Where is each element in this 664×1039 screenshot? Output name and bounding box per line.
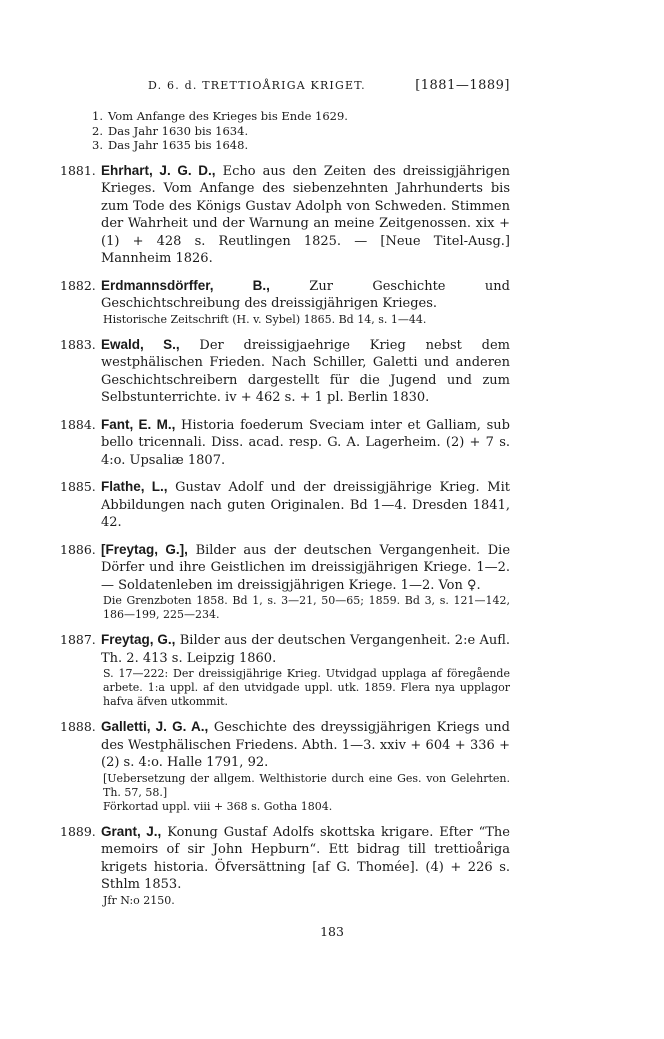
entry-author: Ewald, S., [101,336,180,352]
parts-list [92,109,510,153]
entry-title: Der dreissigjaehrige Krieg nebst dem westphälischen Frieden. Nach Schiller, Galetti und anderen Geschichtschreibern dargestellt für die Jugend und zum Selbstunterrichte. iv + 462 s. + 1 pl. Berlin 1830. [101,337,510,405]
entry-body [101,631,510,709]
entry-citation [101,277,510,313]
entry-author: Freytag, G., [101,632,176,647]
entry-body [101,336,510,407]
entry-number: 1883. [60,336,96,352]
entry-author: Ehrhart, J. G. D., [101,162,216,178]
entry-note: Jfr N:o 2150. [103,893,175,907]
entry-body [101,277,510,327]
entry-body [101,718,510,814]
entry-title: Geschichte des dreyssigjährigen Kriegs und des Westphälischen Friedens. Abth. 1—3. xxiv + 604 + 336 + (2) s. 4:o. Halle 1791, 92. [101,720,511,770]
entry-note: Die Grenzboten 1858. Bd 1, s. 3—21, 50—65; 1859. Bd 3, s. 121—142, 186—199, 225—234. [103,594,510,621]
entry-body [101,162,510,268]
entry-title: Konung Gustaf Adolfs skottska krigare. Efter “The memoirs of sir John Hepburn“. Ett bidrag till trettioåriga krigets historia. Öfversättning [af G. Thomée]. (4) + 226 s. Sthlm 1853. [101,824,510,892]
entry-author: [Freytag, G.], [101,541,188,557]
entry-title: Bilder aus der deutschen Vergangenheit. Die Dörfer und ihre Geistlichen im dreissigjährigen Kriege. 1—2. — Soldatenleben im dreissigjährigen Kriege. 1—2. Von ♀. [101,542,511,593]
entry-number: 1889. [60,823,96,839]
entry-author: Flathe, L., [101,479,168,494]
bibliography-entries [60,162,510,908]
section-title: D. 6. d. TRETTIOÅRIGA KRIGET. [148,79,366,92]
bibliography-entry [60,631,510,709]
entry-citation [101,478,510,532]
bibliography-entry [60,162,510,268]
entry-body [101,823,510,908]
entry-note: Förkortad uppl. viii + 368 s. Gotha 1804. [103,799,333,813]
entry-body [101,541,510,623]
entry-number: 1884. [60,416,96,432]
running-head [60,78,510,93]
bibliography-entry [60,336,510,407]
page-content [60,78,510,917]
entry-range: [1881—1889] [415,78,510,93]
entry-author: Erdmannsdörffer, B., [101,277,270,293]
entry-citation [101,162,510,268]
entry-citation [101,718,510,772]
entry-author: Galletti, J. G. A., [101,719,209,734]
entry-author: Fant, E. M., [101,416,176,432]
bibliography-entry [60,541,510,623]
page-number: 183 [320,924,344,939]
entry-note: Historische Zeitschrift (H. v. Sybel) 1865. Bd 14, s. 1—44. [103,312,427,326]
entry-citation [101,631,510,667]
entry-body [101,478,510,532]
entry-number: 1882. [60,277,96,293]
entry-number: 1887. [60,632,96,647]
entry-citation [101,416,510,470]
entry-title: Echo aus den Zeiten des dreissigjährigen Krieges. Vom Anfange des siebenzehnten Jahrhunderts bis zum Tode des Königs Gustav Adolph von Schweden. Stimmen der Wahrheit und der Warnung an meine Zeitgenossen. xix + (1) + 428 s. Reutlingen 1825. — [Neue Titel-Ausg.] Mannheim 1826. [101,163,511,266]
entry-number: 1881. [60,162,96,178]
entry-citation [101,541,510,595]
entry-note: S. 17—222: Der dreissigjährige Krieg. Utvidgad upplaga af föregående arbete. 1:a uppl. af den utvidgade uppl. utk. 1859. Flera nya upplagor hafva äfven utkommit. [103,667,510,708]
bibliography-entry [60,823,510,908]
entry-number: 1888. [60,719,96,734]
entry-note: [Uebersetzung der allgem. Welthistorie durch eine Ges. von Gelehrten. Th. 57, 58.] [103,771,510,799]
entry-title: Bilder aus der deutschen Vergangenheit. 2:e Aufl. Th. 2. 413 s. Leipzig 1860. [101,633,511,666]
entry-title: Historia foederum Sveciam inter et Galliam, sub bello tricennali. Diss. acad. resp. G. A. Lagerheim. (2) + 7 s. 4:o. Upsaliæ 1807. [101,417,510,468]
bibliography-entry [60,718,510,814]
entry-number: 1886. [60,541,96,557]
list-item: 1. Vom Anfange des Krieges bis Ende 1629. [92,109,348,123]
bibliography-entry [60,416,510,470]
entry-title: Zur Geschichte und Geschichtschreibung des dreissigjährigen Krieges. [101,278,510,311]
list-item: 3. Das Jahr 1635 bis 1648. [92,138,249,152]
entry-author: Grant, J., [101,823,162,839]
entry-number: 1885. [60,479,96,494]
entry-citation [101,336,510,407]
entry-title: Gustav Adolf und der dreissigjährige Krieg. Mit Abbildungen nach guten Originalen. Bd 1—4. Dresden 1841, 42. [101,480,510,530]
entry-citation [101,823,510,894]
entry-body [101,416,510,470]
bibliography-entry [60,478,510,532]
bibliography-entry [60,277,510,327]
list-item: 2. Das Jahr 1630 bis 1634. [92,123,249,138]
